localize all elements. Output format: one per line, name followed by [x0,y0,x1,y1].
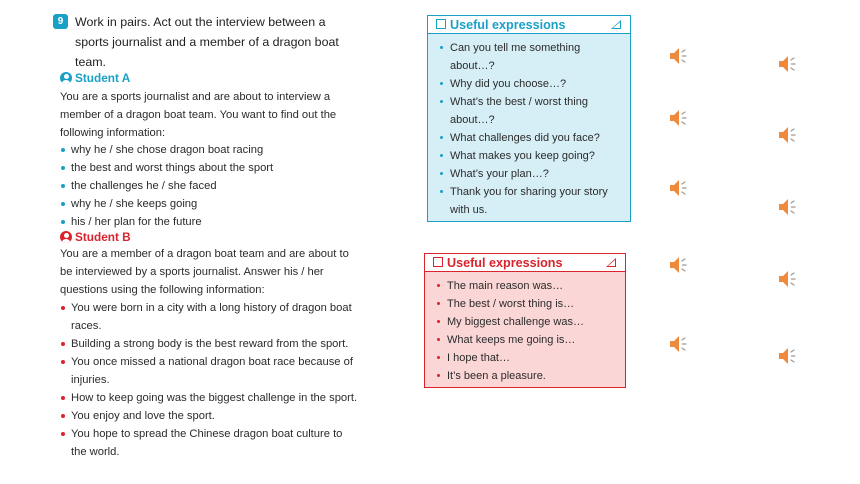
useful-expressions-header [428,16,630,34]
list-item: How to keep going was the biggest challenge in the sport. [60,389,360,407]
list-item: Why did you choose…? [438,75,626,93]
student-b-heading [60,229,131,245]
task-instruction: Work in pairs. Act out the interview between a sports journalist and a member of a dragon boat team. [75,15,339,69]
student-a-label: Student A [75,71,131,85]
list-item: What challenges did you face? [438,129,626,147]
checkbox-square-icon [436,19,446,29]
list-item: the challenges he / she faced [60,177,352,195]
corner-triangle-icon [606,258,616,267]
list-item: why he / she chose dragon boat racing [60,141,352,159]
speaker-volume-icon[interactable] [668,333,690,355]
list-item: Thank you for sharing your story with us. [438,183,626,219]
useful-expressions-header [425,254,625,272]
list-item: You once missed a national dragon boat race because of injuries. [60,353,360,389]
list-item: What’s your plan…? [438,165,626,183]
student-b-list [60,299,360,461]
useful-expressions-list [428,34,630,219]
speaker-volume-icon[interactable] [777,124,799,146]
list-item: What keeps me going is… [435,331,621,349]
list-item: the best and worst things about the sport [60,159,352,177]
student-a-list [60,141,352,231]
student-a-description: You are a sports journalist and are about to interview a member of a dragon boat team. You want to find out the following information: [60,91,337,139]
useful-expressions-list [425,272,625,385]
student-a-heading [60,70,130,86]
list-item: Building a strong body is the best reward from the sport. [60,335,360,353]
list-item: It’s been a pleasure. [435,367,621,385]
student-b-description: You are a member of a dragon boat team and are about to be interviewed by a sports journalist. Answer his / her questions using the following information: [60,248,349,296]
list-item: The best / worst thing is… [435,295,621,313]
list-item: I hope that… [435,349,621,367]
speaker-volume-icon[interactable] [668,45,690,67]
speaker-volume-icon[interactable] [777,196,799,218]
task-number-icon: 9 [53,14,68,29]
person-icon [60,72,72,84]
list-item: Can you tell me something about…? [438,39,626,75]
useful-expressions-title: Useful expressions [447,256,563,270]
useful-expressions-box-b [424,253,626,388]
person-icon [60,231,72,243]
list-item: You enjoy and love the sport. [60,407,360,425]
list-item: why he / she keeps going [60,195,352,213]
list-item: My biggest challenge was… [435,313,621,331]
list-item: The main reason was… [435,277,621,295]
speaker-volume-icon[interactable] [777,53,799,75]
checkbox-square-icon [433,257,443,267]
speaker-volume-icon[interactable] [668,177,690,199]
useful-expressions-box-a [427,15,631,222]
speaker-volume-icon[interactable] [777,345,799,367]
useful-expressions-title: Useful expressions [450,18,566,32]
speaker-volume-icon[interactable] [777,268,799,290]
list-item: What makes you keep going? [438,147,626,165]
corner-triangle-icon [611,20,621,29]
list-item: What’s the best / worst thing about…? [438,93,626,129]
list-item: You hope to spread the Chinese dragon boat culture to the world. [60,425,360,461]
list-item: You were born in a city with a long history of dragon boat races. [60,299,360,335]
list-item: his / her plan for the future [60,213,352,231]
speaker-volume-icon[interactable] [668,107,690,129]
student-b-label: Student B [75,230,131,244]
speaker-volume-icon[interactable] [668,254,690,276]
